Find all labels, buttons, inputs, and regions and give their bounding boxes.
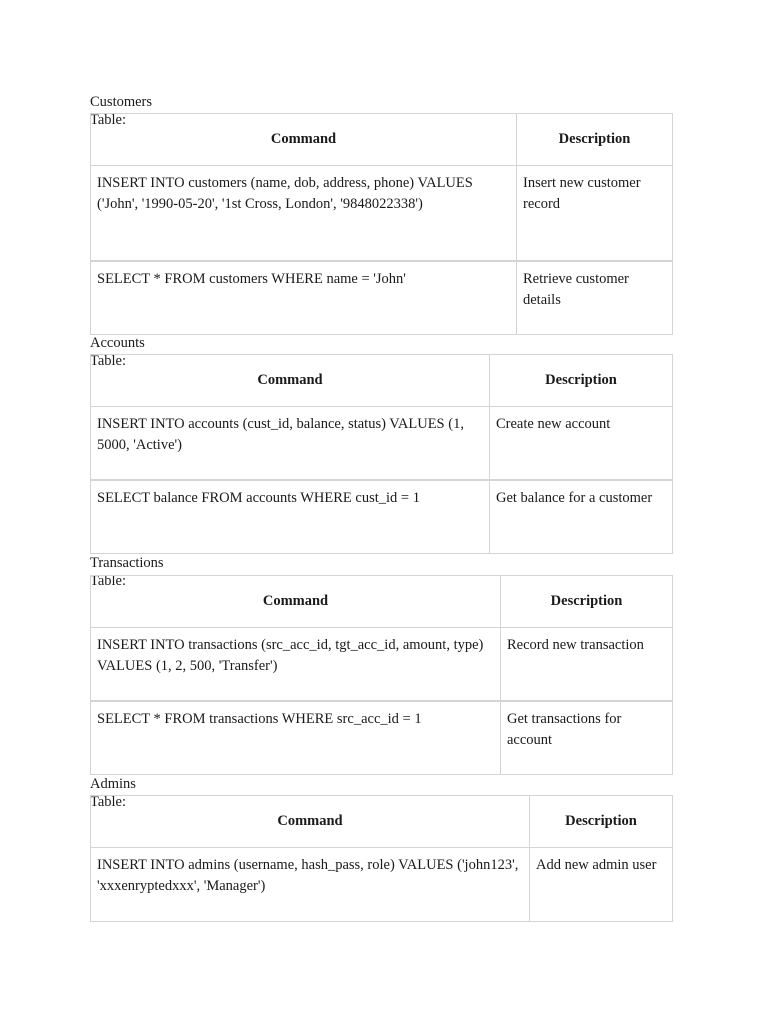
command-header: Command	[91, 114, 517, 166]
command-cell: SELECT balance FROM accounts WHERE cust_id = 1	[91, 480, 490, 554]
command-cell: INSERT INTO accounts (cust_id, balance, status) VALUES (1, 5000, 'Active')	[91, 407, 490, 480]
command-cell: INSERT INTO transactions (src_acc_id, tgt_acc_id, amount, type) VALUES (1, 2, 500, 'Transfer')	[91, 628, 501, 701]
command-cell: SELECT * FROM customers WHERE name = 'John'	[91, 261, 517, 335]
command-cell: INSERT INTO customers (name, dob, address, phone) VALUES ('John', '1990-05-20', '1st Cross, London', '9848022338')	[91, 166, 517, 261]
table-row	[91, 701, 673, 775]
command-header: Command	[91, 355, 490, 407]
description-cell: Create new account	[490, 407, 673, 480]
table-header-row	[91, 796, 673, 848]
description-cell: Add new admin user	[530, 848, 673, 922]
table-row	[91, 261, 673, 335]
command-cell: INSERT INTO admins (username, hash_pass, role) VALUES ('john123', 'xxxenryptedxxx', 'Manager')	[91, 848, 530, 922]
description-cell: Retrieve customer details	[517, 261, 673, 335]
table-row	[91, 407, 673, 480]
table-row	[91, 480, 673, 554]
section-title: Admins Table:	[90, 776, 136, 810]
command-header: Command	[91, 796, 530, 848]
description-cell: Record new transaction	[501, 628, 673, 701]
command-cell: SELECT * FROM transactions WHERE src_acc_id = 1	[91, 701, 501, 775]
description-header: Description	[490, 355, 673, 407]
section-title: Transactions Table:	[90, 555, 164, 589]
admins-table	[90, 795, 673, 922]
customers-table	[90, 113, 673, 335]
transactions-table	[90, 575, 673, 775]
description-header: Description	[517, 114, 673, 166]
table-row	[91, 166, 673, 261]
section-title: Accounts Table:	[90, 335, 145, 369]
description-cell: Get transactions for account	[501, 701, 673, 775]
description-header: Description	[501, 576, 673, 628]
table-header-row	[91, 355, 673, 407]
table-header-row	[91, 114, 673, 166]
section-title: Customers Table:	[90, 94, 153, 128]
description-header: Description	[530, 796, 673, 848]
command-header: Command	[91, 576, 501, 628]
description-cell: Insert new customer record	[517, 166, 673, 261]
table-header-row	[91, 576, 673, 628]
accounts-table	[90, 354, 673, 554]
description-cell: Get balance for a customer	[490, 480, 673, 554]
table-row	[91, 848, 673, 922]
table-row	[91, 628, 673, 701]
